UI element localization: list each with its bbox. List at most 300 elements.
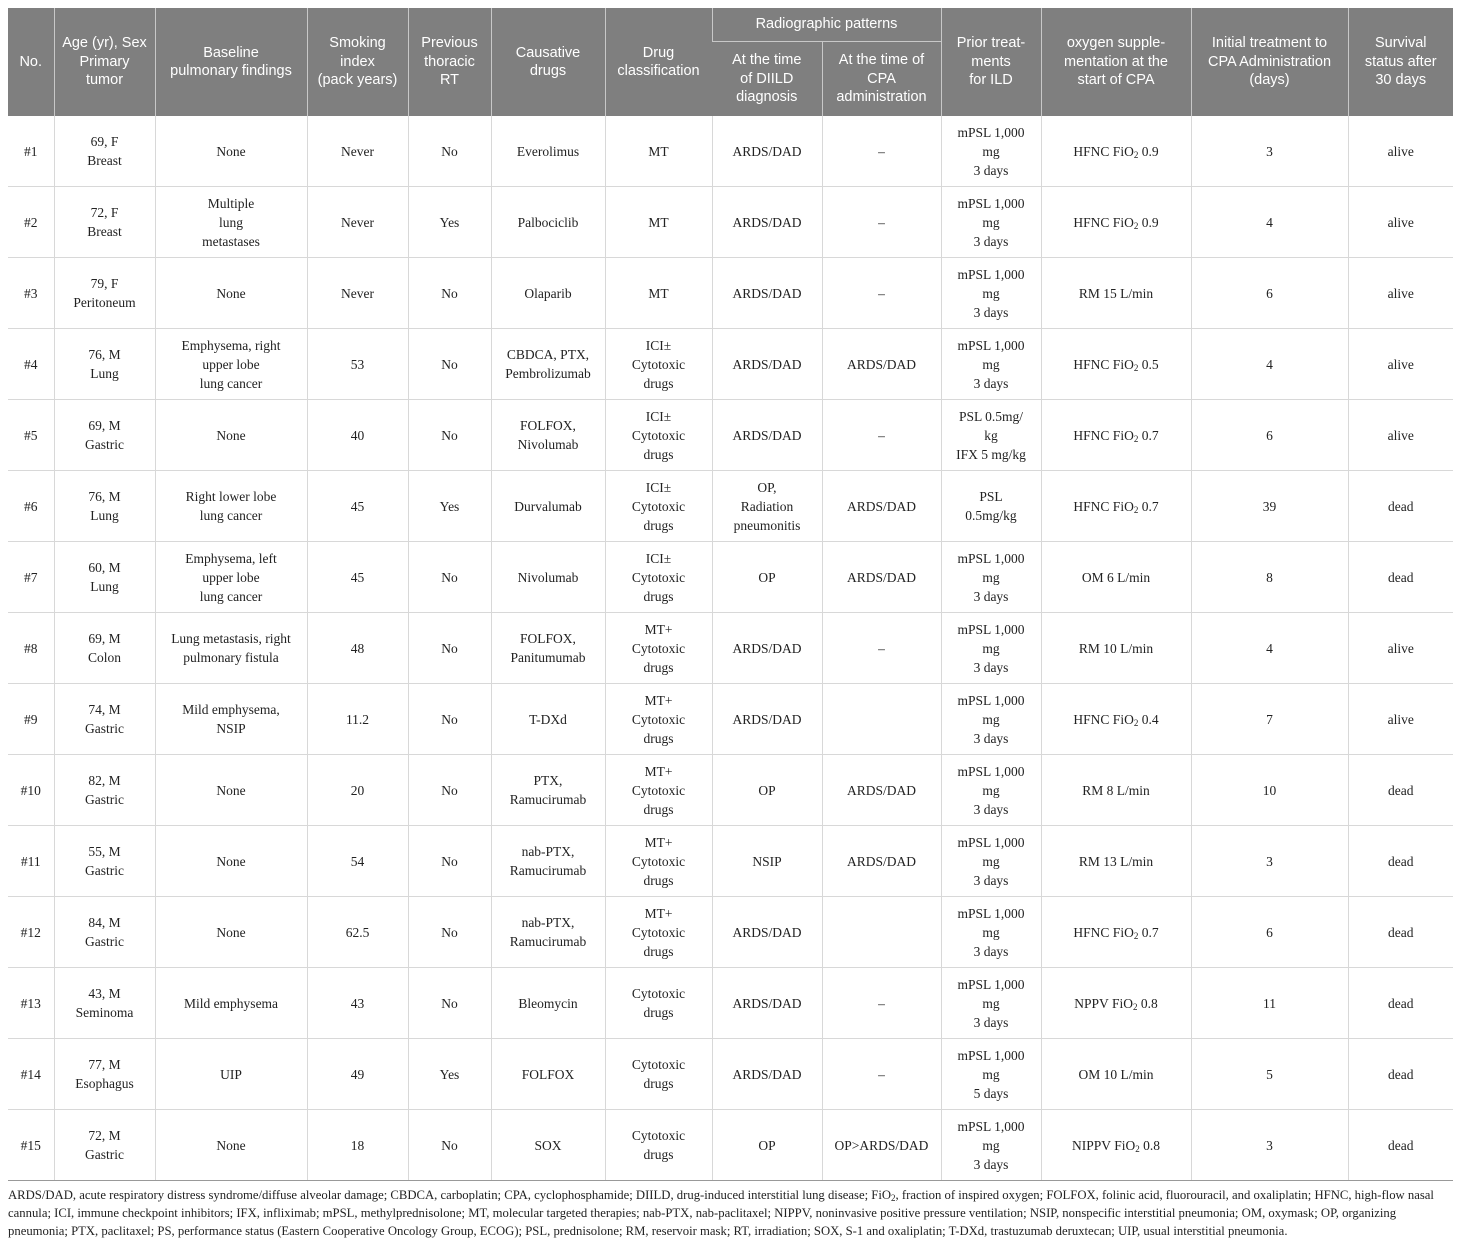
cell-drugs <box>491 258 605 329</box>
cell-line: mPSL 1,000 <box>957 266 1025 282</box>
cell-line: At the time of <box>838 52 925 69</box>
cell-line: drugs <box>643 730 674 746</box>
cell-initial-days: 4 <box>1191 329 1348 400</box>
cell-no: #15 <box>8 1110 54 1181</box>
cell-line: Pembrolizumab <box>505 366 591 381</box>
cell-line: Ramucirumab <box>509 934 587 949</box>
cell-oxygen <box>1041 187 1191 258</box>
cell-line: – <box>878 427 885 443</box>
cell-line: Lung <box>90 366 119 381</box>
cell-line: – <box>878 285 885 301</box>
cell-diild-pattern <box>712 187 822 258</box>
cell-prior-treatment <box>941 968 1041 1039</box>
oxygen-value: 0.9 <box>1138 143 1159 159</box>
cell-line: mPSL 1,000 <box>957 550 1025 566</box>
cell-smoking: 20 <box>307 755 408 826</box>
cell-line: FOLFOX <box>521 1066 575 1082</box>
cell-prior-treatment <box>941 897 1041 968</box>
cell-line: Emphysema, left <box>185 550 277 566</box>
cell-line: 43, M <box>88 986 121 1001</box>
cell-age-sex <box>54 187 155 258</box>
cell-line: Lung <box>90 508 119 523</box>
cell-line: MT+ <box>644 905 673 921</box>
cell-no: #12 <box>8 897 54 968</box>
oxygen-value: 0.8 <box>1139 1137 1160 1153</box>
cell-line: Causative <box>515 44 581 61</box>
cell-classification <box>605 755 712 826</box>
cell-cpa-pattern <box>822 1039 941 1110</box>
cell-line: Cytotoxic <box>631 640 686 656</box>
cell-line: OP <box>758 569 776 585</box>
oxygen-subscript: 2 <box>1135 1143 1140 1154</box>
cell-survival: alive <box>1348 400 1453 471</box>
cell-line: Cytotoxic <box>631 1057 686 1072</box>
cell-line: Baseline <box>203 44 259 61</box>
cell-line: NSIP <box>752 853 782 869</box>
cell-line: 3 days <box>973 304 1009 320</box>
cell-survival: alive <box>1348 258 1453 329</box>
cell-drugs <box>491 968 605 1039</box>
cell-oxygen <box>1041 968 1191 1039</box>
cell-line: UIP <box>220 1066 242 1082</box>
footnote <box>8 1186 1453 1240</box>
header-baseline <box>155 8 307 116</box>
cell-survival: dead <box>1348 826 1453 897</box>
cell-rt: No <box>408 968 491 1039</box>
cell-smoking: 54 <box>307 826 408 897</box>
cell-rt: No <box>408 684 491 755</box>
cell-line: – <box>878 640 885 656</box>
oxygen-value: 0.5 <box>1138 356 1159 372</box>
cell-line: Mild emphysema <box>183 995 279 1011</box>
cell-line: pulmonary fistula <box>183 650 279 665</box>
cell-prior-treatment <box>941 755 1041 826</box>
cell-line: ARDS/DAD <box>732 214 802 230</box>
table-row <box>8 542 1453 613</box>
cell-line: Breast <box>87 224 122 239</box>
cell-line: SOX <box>534 1137 562 1153</box>
cell-baseline <box>155 1039 307 1110</box>
cell-age-sex <box>54 613 155 684</box>
cell-diild-pattern <box>712 613 822 684</box>
cell-line: None <box>216 782 246 798</box>
cell-rt: No <box>408 400 491 471</box>
header-oxygen <box>1041 8 1191 116</box>
cell-baseline <box>155 471 307 542</box>
cell-line: ICI± <box>645 550 672 566</box>
cell-line: Colon <box>87 650 121 665</box>
oxygen-subscript: 2 <box>1133 433 1139 444</box>
cell-smoking: 18 <box>307 1110 408 1181</box>
cell-diild-pattern <box>712 826 822 897</box>
table-body <box>8 116 1453 1181</box>
cell-drugs <box>491 755 605 826</box>
cell-line: 74, M <box>88 702 121 717</box>
cell-line: Multiple <box>207 195 255 211</box>
cell-diild-pattern <box>712 542 822 613</box>
cell-line: CPA <box>867 70 896 87</box>
cell-line: Nivolumab <box>517 569 579 585</box>
cell-smoking: 49 <box>307 1039 408 1110</box>
cell-line: mPSL 1,000 <box>957 337 1025 353</box>
table-row <box>8 613 1453 684</box>
cell-rt: Yes <box>408 471 491 542</box>
oxygen-value: 0.4 <box>1138 711 1159 727</box>
oxygen-subscript: 2 <box>1133 717 1139 728</box>
cell-age-sex <box>54 755 155 826</box>
cell-rt: No <box>408 755 491 826</box>
cell-line: drugs <box>643 872 674 888</box>
cell-line: At the time <box>732 52 802 69</box>
cell-age-sex <box>54 400 155 471</box>
cell-prior-treatment <box>941 542 1041 613</box>
cell-line: 72, M <box>88 1128 121 1143</box>
cell-survival: alive <box>1348 116 1453 187</box>
cell-line: for ILD <box>969 72 1013 89</box>
cell-line: Gastric <box>85 792 124 807</box>
cell-initial-days: 4 <box>1191 187 1348 258</box>
cell-line: tumor <box>85 72 124 89</box>
cell-survival: dead <box>1348 755 1453 826</box>
cell-cpa-pattern <box>822 968 941 1039</box>
cell-line: drugs <box>643 943 674 959</box>
cell-line: Survival <box>1374 35 1427 52</box>
cell-line: Cytotoxic <box>631 498 686 514</box>
cell-rt: No <box>408 542 491 613</box>
cell-line: None <box>216 285 246 301</box>
cell-line: upper lobe <box>202 356 260 372</box>
cell-classification <box>605 400 712 471</box>
cell-diild-pattern <box>712 1039 822 1110</box>
cell-line: 69, M <box>88 418 121 433</box>
cell-survival: alive <box>1348 684 1453 755</box>
cell-cpa-pattern <box>822 1110 941 1181</box>
oxygen-text: RM 15 L/min <box>1078 285 1154 301</box>
oxygen-subscript: 2 <box>1133 504 1139 515</box>
cell-initial-days: 39 <box>1191 471 1348 542</box>
oxygen-subscript: 2 <box>1132 1001 1138 1012</box>
cell-line: Bleomycin <box>518 995 578 1011</box>
cell-diild-pattern <box>712 1110 822 1181</box>
cell-rt: Yes <box>408 1039 491 1110</box>
cell-baseline <box>155 897 307 968</box>
cell-line: Gastric <box>85 721 124 736</box>
cell-line: mPSL 1,000 <box>957 692 1025 708</box>
cell-no: #11 <box>8 826 54 897</box>
cell-line: OP>ARDS/DAD <box>834 1137 929 1153</box>
cell-line: None <box>216 1137 246 1153</box>
cell-age-sex <box>54 968 155 1039</box>
cell-line: 3 days <box>973 730 1009 746</box>
cell-line: Previous <box>421 35 478 52</box>
cell-age-sex <box>54 1110 155 1181</box>
cell-line: 3 days <box>973 375 1009 391</box>
cell-age-sex <box>54 471 155 542</box>
cell-line: Cytotoxic <box>631 924 686 940</box>
oxygen-text: RM 13 L/min <box>1078 853 1154 869</box>
table-row <box>8 258 1453 329</box>
cell-initial-days: 11 <box>1191 968 1348 1039</box>
cell-line: Smoking <box>329 35 386 52</box>
cell-line: drugs <box>643 517 674 533</box>
oxygen-text: NPPV FiO <box>1074 995 1133 1011</box>
cell-drugs <box>491 542 605 613</box>
cell-diild-pattern <box>712 471 822 542</box>
header-cpa-time <box>822 42 941 117</box>
cell-diild-pattern <box>712 897 822 968</box>
cell-cpa-pattern <box>822 613 941 684</box>
cell-cpa-pattern <box>822 258 941 329</box>
footnote-part2: , fraction of inspired oxygen; FOLFOX, folinic acid, fluorouracil, and oxaliplatin; HFNC, high-flow nasal cannula; ICI, immune checkpoint inhibitors; IFX, infliximab; mPSL, methylprednisolone; MT, molecular targeted therapies; nab-PTX, nab-paclitaxel; NIPPV, noninvasive positive pressure ventilation; NSIP, nonspecific interstitial pneumonia; OM, oxymask; OP, organizing pneumonia; PTX, paclitaxel; PS, performance status (Eastern Cooperative Oncology Group, ECOG); PSL, prednisolone; RM, reservoir mask; RT, irradiation; SOX, S-1 and oxaliplatin; T-DXd, trastuzumab deruxtecan; UIP, usual interstitial pneumonia. <box>8 1188 1434 1238</box>
cell-prior-treatment <box>941 1039 1041 1110</box>
cell-line: ARDS/DAD <box>732 924 802 940</box>
cell-line: Initial treatment to <box>1211 35 1328 52</box>
oxygen-value: 0.7 <box>1138 498 1159 514</box>
cell-line: MT <box>648 285 669 301</box>
cell-baseline <box>155 613 307 684</box>
cell-line: lung cancer <box>199 508 263 523</box>
cell-line: Right lower lobe <box>185 489 277 504</box>
cell-line: lung cancer <box>199 588 263 604</box>
cell-smoking: 40 <box>307 400 408 471</box>
cell-no: #13 <box>8 968 54 1039</box>
cell-line: Olaparib <box>524 285 572 301</box>
cell-oxygen <box>1041 542 1191 613</box>
header-smoking <box>307 8 408 116</box>
cell-line: Prior treat- <box>956 35 1026 52</box>
cell-line: Peritoneum <box>73 295 136 310</box>
cell-line: drugs <box>643 1005 674 1020</box>
cell-no: #1 <box>8 116 54 187</box>
cell-survival: alive <box>1348 187 1453 258</box>
cell-line: – <box>878 995 885 1011</box>
cell-survival: alive <box>1348 329 1453 400</box>
cell-line: ARDS/DAD <box>732 285 802 301</box>
cell-line: mentation at the <box>1064 53 1168 70</box>
header-age-sex <box>54 8 155 116</box>
cell-classification <box>605 258 712 329</box>
cell-no: #4 <box>8 329 54 400</box>
cell-line: Primary <box>79 53 130 70</box>
cell-line: drugs <box>643 1147 674 1162</box>
cell-initial-days: 3 <box>1191 826 1348 897</box>
cell-age-sex <box>54 542 155 613</box>
cell-line: Lung metastasis, right <box>171 631 291 646</box>
cell-survival: alive <box>1348 613 1453 684</box>
cell-drugs <box>491 684 605 755</box>
cell-line: 3 days <box>973 872 1009 888</box>
cell-line: CPA Administration <box>1207 53 1332 70</box>
cell-age-sex <box>54 684 155 755</box>
cell-line: ARDS/DAD <box>732 1066 802 1082</box>
cell-line: 3 days <box>973 162 1009 178</box>
cell-no: #9 <box>8 684 54 755</box>
cell-smoking: 11.2 <box>307 684 408 755</box>
cell-line: MT <box>648 214 669 230</box>
cell-drugs <box>491 1039 605 1110</box>
cell-line: PSL <box>979 489 1003 504</box>
cell-age-sex <box>54 258 155 329</box>
oxygen-value: 0.7 <box>1138 427 1159 443</box>
oxygen-value: 0.7 <box>1138 924 1159 940</box>
cell-line: 69, M <box>88 631 121 646</box>
header-prior <box>941 8 1041 116</box>
cell-line: 3 days <box>973 233 1009 249</box>
cell-line: mg <box>982 143 1000 159</box>
cell-line: mg <box>982 924 1000 940</box>
table-row <box>8 116 1453 187</box>
cell-line: Radiation <box>740 498 794 514</box>
cell-line: 72, F <box>90 205 119 220</box>
cell-line: mg <box>982 214 1000 230</box>
cell-line: FOLFOX, <box>520 418 576 433</box>
cell-line: 69, F <box>90 134 119 149</box>
cell-line: Gastric <box>85 934 124 949</box>
header-drugs <box>491 8 605 116</box>
cell-classification <box>605 1039 712 1110</box>
cell-drugs <box>491 897 605 968</box>
cell-line: mg <box>982 1066 1000 1082</box>
table-row <box>8 400 1453 471</box>
cell-line: ments <box>971 53 1011 70</box>
cell-initial-days: 5 <box>1191 1039 1348 1110</box>
cell-rt: No <box>408 897 491 968</box>
table-row <box>8 968 1453 1039</box>
cell-baseline <box>155 187 307 258</box>
cell-line: upper lobe <box>202 569 260 585</box>
cell-classification <box>605 897 712 968</box>
oxygen-text: RM 8 L/min <box>1082 782 1150 798</box>
cell-baseline <box>155 968 307 1039</box>
cell-line: mg <box>982 782 1000 798</box>
cell-line: status after <box>1364 53 1437 70</box>
cell-cpa-pattern <box>822 684 941 755</box>
oxygen-value: 0.8 <box>1137 995 1158 1011</box>
cell-line: Cytotoxic <box>631 711 686 727</box>
cell-line: FOLFOX, <box>520 631 576 646</box>
cell-line: oxygen supple- <box>1066 35 1166 52</box>
cell-line: mPSL 1,000 <box>957 1118 1025 1134</box>
table-row <box>8 187 1453 258</box>
cell-cpa-pattern <box>822 755 941 826</box>
table-header <box>8 8 1453 116</box>
cell-line: lung cancer <box>199 375 263 391</box>
cell-drugs <box>491 329 605 400</box>
cell-line: drugs <box>643 375 674 391</box>
cell-oxygen <box>1041 258 1191 329</box>
cell-line: Cytotoxic <box>631 356 686 372</box>
cell-line: Durvalumab <box>514 498 582 514</box>
cell-line: (pack years) <box>317 72 398 89</box>
cell-baseline <box>155 329 307 400</box>
oxygen-text: HFNC FiO <box>1073 143 1134 159</box>
cell-line: IFX 5 mg/kg <box>956 446 1026 462</box>
cell-line: Age (yr), Sex <box>62 35 147 52</box>
cell-prior-treatment <box>941 471 1041 542</box>
cell-line: ARDS/DAD <box>732 711 802 727</box>
cell-line: Everolimus <box>516 143 580 159</box>
cell-no: #8 <box>8 613 54 684</box>
cell-classification <box>605 826 712 897</box>
cell-line: Esophagus <box>75 1076 134 1091</box>
cell-baseline <box>155 258 307 329</box>
cell-line: diagnosis <box>736 89 798 106</box>
cell-cpa-pattern <box>822 471 941 542</box>
cell-line: Lung <box>90 579 119 594</box>
cell-line: mg <box>982 285 1000 301</box>
cell-line: 3 days <box>973 1014 1009 1030</box>
oxygen-subscript: 2 <box>1133 362 1139 373</box>
cell-diild-pattern <box>712 968 822 1039</box>
cell-line: mPSL 1,000 <box>957 905 1025 921</box>
cell-line: 82, M <box>88 773 121 788</box>
cell-oxygen <box>1041 897 1191 968</box>
cell-initial-days: 3 <box>1191 116 1348 187</box>
cell-line: ICI± <box>645 479 672 495</box>
cell-line: mg <box>982 640 1000 656</box>
cell-initial-days: 6 <box>1191 400 1348 471</box>
cell-line: of DIILD <box>740 70 794 87</box>
cell-drugs <box>491 116 605 187</box>
cell-line: NSIP <box>216 721 246 736</box>
oxygen-text: HFNC FiO <box>1073 498 1134 514</box>
cell-initial-days: 6 <box>1191 258 1348 329</box>
cell-no: #5 <box>8 400 54 471</box>
cell-rt: No <box>408 258 491 329</box>
cell-no: #3 <box>8 258 54 329</box>
cell-classification <box>605 329 712 400</box>
cell-classification <box>605 187 712 258</box>
cell-line: PTX, <box>533 773 563 788</box>
cell-rt: No <box>408 116 491 187</box>
cell-line: 60, M <box>88 560 121 575</box>
cell-baseline <box>155 684 307 755</box>
cell-line: ARDS/DAD <box>732 427 802 443</box>
cell-line: pulmonary findings <box>170 63 292 79</box>
oxygen-text: HFNC FiO <box>1073 356 1134 372</box>
cell-prior-treatment <box>941 826 1041 897</box>
cell-rt: Yes <box>408 187 491 258</box>
cell-classification <box>605 613 712 684</box>
cell-cpa-pattern <box>822 116 941 187</box>
cell-line: mg <box>982 853 1000 869</box>
cell-age-sex <box>54 116 155 187</box>
cell-no: #7 <box>8 542 54 613</box>
table-row <box>8 329 1453 400</box>
cell-classification <box>605 542 712 613</box>
header-classification <box>605 8 712 116</box>
cell-line: Cytotoxic <box>631 986 686 1001</box>
cell-age-sex <box>54 826 155 897</box>
oxygen-text: HFNC FiO <box>1073 214 1134 230</box>
cell-smoking: 62.5 <box>307 897 408 968</box>
cell-drugs <box>491 471 605 542</box>
cell-rt: No <box>408 329 491 400</box>
cell-rt: No <box>408 826 491 897</box>
cell-line: mPSL 1,000 <box>957 976 1025 992</box>
cell-smoking: 53 <box>307 329 408 400</box>
cell-line: MT+ <box>644 834 673 850</box>
cell-line: ARDS/DAD <box>846 498 916 514</box>
cell-line: Panitumumab <box>510 650 586 665</box>
cell-line: – <box>878 214 885 230</box>
cell-initial-days: 8 <box>1191 542 1348 613</box>
cell-line: None <box>216 427 246 443</box>
header-diild-time <box>712 42 822 117</box>
cell-prior-treatment <box>941 1110 1041 1181</box>
cell-line: drugs <box>643 446 674 462</box>
cell-line: pneumonitis <box>733 517 801 533</box>
